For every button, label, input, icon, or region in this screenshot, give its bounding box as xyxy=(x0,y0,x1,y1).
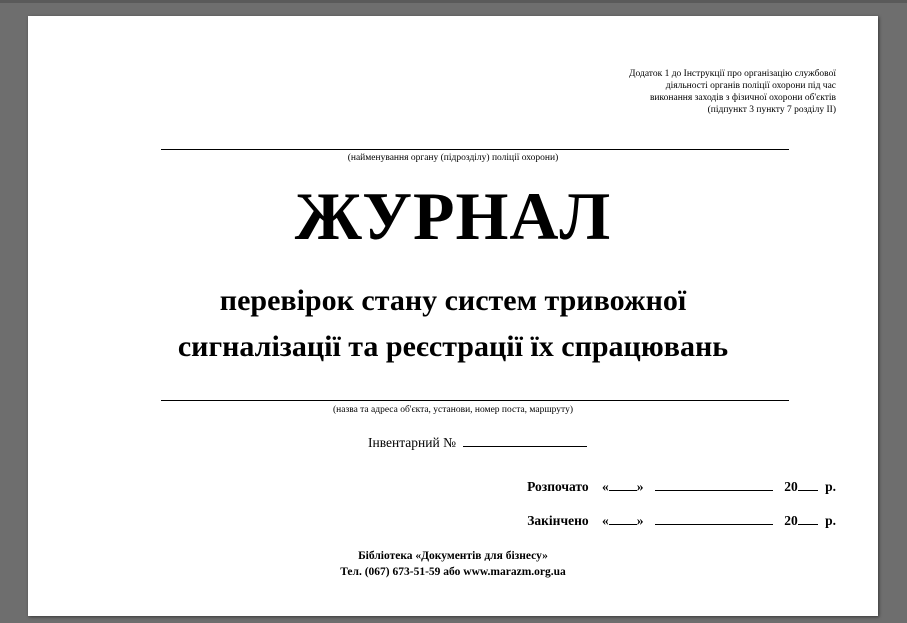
finished-open-quote: « xyxy=(601,513,609,528)
started-year-suffix: р. xyxy=(825,479,836,494)
finished-month-blank xyxy=(655,512,773,525)
started-close-quote: » xyxy=(636,479,644,494)
object-name-caption: (назва та адреса об'єкта, установи, номер поста, маршруту) xyxy=(333,405,573,415)
inventory-blank xyxy=(463,434,587,447)
appendix-line-2: діяльності органів поліції охорони під час xyxy=(665,81,836,91)
appendix-line-4: (підпункт 3 пункту 7 розділу ІІ) xyxy=(707,105,836,115)
started-open-quote: « xyxy=(601,479,609,494)
finished-year-suffix: р. xyxy=(825,513,836,528)
finished-close-quote: » xyxy=(636,513,644,528)
started-month-blank xyxy=(655,478,773,491)
started-date-line xyxy=(527,478,836,495)
journal-subtitle-line-1: перевірок стану систем тривожної xyxy=(219,284,687,317)
finished-year-blank xyxy=(798,512,818,525)
journal-title: ЖУРНАЛ xyxy=(294,178,612,254)
finished-label: Закінчено xyxy=(527,513,589,528)
appendix-line-3: виконання заходів з фізичної охорони об'єктів xyxy=(649,93,836,103)
document-page xyxy=(28,16,878,616)
inventory-label: Інвентарний № xyxy=(368,435,456,450)
organ-name-caption: (найменування органу (підрозділу) поліції охорони) xyxy=(347,153,559,163)
organ-name-line xyxy=(161,149,789,150)
finished-day-blank xyxy=(609,512,637,525)
footer-contacts: Тел. (067) 673-51-59 або www.marazm.org.ua xyxy=(340,566,566,578)
started-label: Розпочато xyxy=(527,479,589,494)
inventory-number xyxy=(368,434,587,451)
finished-year-prefix: 20 xyxy=(784,513,798,528)
appendix-note xyxy=(536,68,836,116)
started-day-blank xyxy=(609,478,637,491)
started-year-blank xyxy=(798,478,818,491)
appendix-line-1: Додаток 1 до Інструкції про організацію службової xyxy=(629,69,836,79)
journal-subtitle-line-2: сигналізації та реєстрації їх спрацювань xyxy=(177,330,729,363)
finished-date-line xyxy=(527,512,836,529)
object-name-line xyxy=(161,400,789,401)
footer-library: Бібліотека «Документів для бізнесу» xyxy=(358,550,548,562)
started-year-prefix: 20 xyxy=(784,479,798,494)
